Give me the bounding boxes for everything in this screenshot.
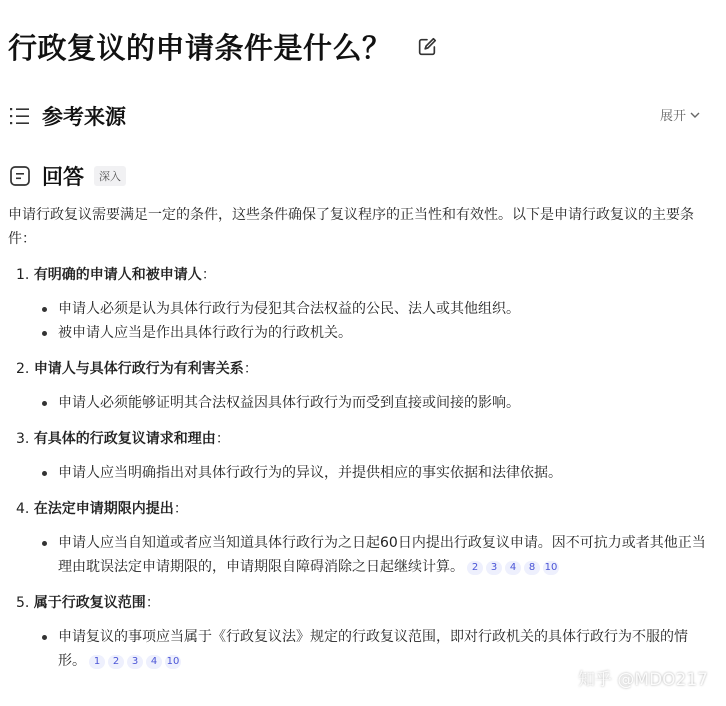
intro-text: 申请行政复议需要满足一定的条件，这些条件确保了复议程序的正当性和有效性。以下是申请行政复议的主要条件： [8,207,694,247]
bullet-text: 申请复议的事项应当属于《行政复议法》规定的行政复议范围，即对行政机关的具体行政行为不服的情形。 [58,629,688,669]
bullet-list [8,391,708,415]
condition-title: 属于行政复议范围 [33,595,146,611]
doc-icon [10,166,30,186]
page-title: 行政复议的申请条件是什么？ [8,31,392,65]
answer-header [10,161,126,191]
title-row [8,26,438,67]
bullet-list [8,297,708,345]
expand-button[interactable] [660,105,700,124]
condition-title: 在法定申请期限内提出 [33,501,174,517]
condition-number: 1. [16,267,30,283]
conditions-list [8,263,708,673]
condition-number: 5. [16,595,30,611]
condition-heading [8,263,708,287]
condition-title: 有明确的申请人和被申请人 [33,267,202,283]
bullet-text: 申请人应当明确指出对具体行政行为的异议，并提供相应的事实依据和法律依据。 [58,465,562,481]
condition-number: 3. [16,431,30,447]
condition-number: 2. [16,361,30,377]
citation-badge[interactable]: 8 [524,561,540,575]
bullet-item [58,321,708,345]
condition-colon: ： [201,267,216,283]
condition-heading [8,427,708,451]
condition-title: 有具体的行政复议请求和理由 [33,431,216,447]
bullet-text: 申请人必须能够证明其合法权益因具体行政行为而受到直接或间接的影响。 [58,395,520,411]
answer-content [8,203,708,685]
condition-heading [8,591,708,615]
citation-badge[interactable]: 3 [486,561,502,575]
bullet-text: 申请人必须是认为具体行政行为侵犯其合法权益的公民、法人或其他组织。 [58,301,520,317]
bullet-item [58,297,708,321]
citation-badge[interactable]: 3 [127,655,143,669]
list-icon [10,107,30,125]
citation-badge[interactable]: 10 [166,656,180,667]
citation-badge[interactable]: 1 [89,655,105,669]
bullet-item [58,391,708,415]
citation-badge[interactable]: 4 [146,655,162,669]
condition-heading [8,357,708,381]
bullet-list [8,531,708,579]
deep-badge: 深入 [94,166,126,186]
condition-number: 4. [16,501,30,517]
sources-title: 参考来源 [42,105,126,129]
answer-title: 回答 [42,165,84,189]
citation-badge[interactable]: 4 [505,561,521,575]
condition-colon: ： [243,361,258,377]
citation-badge[interactable]: 10 [544,562,558,573]
watermark: 知乎 @MDO217 [578,670,708,690]
citation-badge[interactable]: 2 [108,655,124,669]
sources-header[interactable] [10,101,126,131]
bullet-text: 申请人应当自知道或者应当知道具体行政行为之日起60日内提出行政复议申请。因不可抗力或者其他正当理由耽误法定申请期限的，申请期限自障碍消除之日起继续计算。 [58,535,706,575]
condition-heading [8,497,708,521]
condition-colon: ： [145,595,160,611]
expand-label: 展开 [659,109,686,124]
bullet-text: 被申请人应当是作出具体行政行为的行政机关。 [58,325,352,341]
citation-badge[interactable]: 2 [467,561,483,575]
condition-title: 申请人与具体行政行为有利害关系 [33,361,244,377]
bullet-list [8,461,708,485]
bullet-item [58,531,708,579]
condition-colon: ： [173,501,188,517]
bullet-item [58,461,708,485]
edit-icon[interactable] [416,36,438,58]
chevron-down-icon [690,111,700,119]
condition-colon: ： [215,431,230,447]
